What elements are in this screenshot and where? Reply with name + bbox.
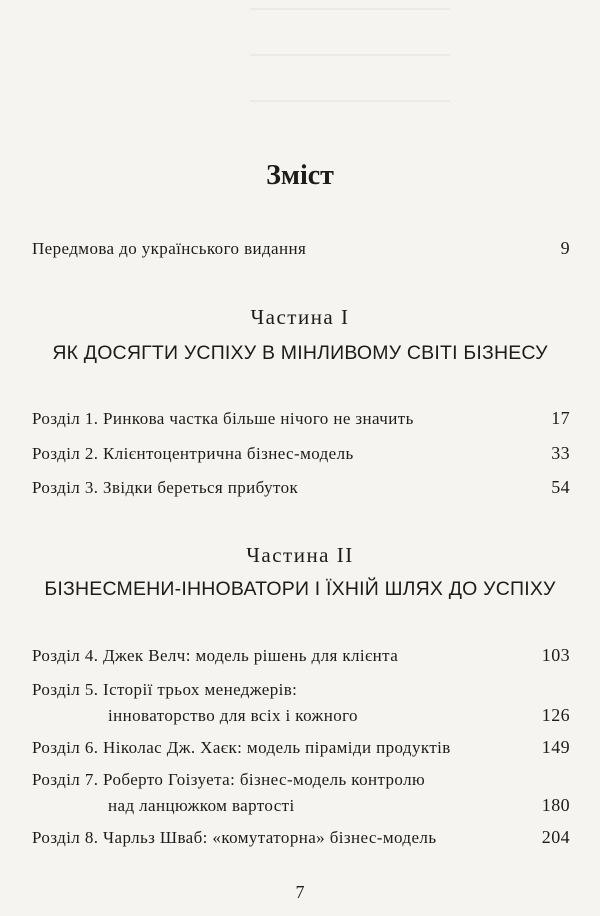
toc-entry-page: 204 bbox=[541, 827, 570, 847]
toc-entry-page: 9 bbox=[560, 238, 570, 258]
toc-entry-chapter-1[interactable] bbox=[32, 408, 570, 429]
toc-entry-page: 17 bbox=[551, 408, 570, 428]
part-1-label: Частина I bbox=[250, 305, 350, 329]
toc-entry-chapter-7[interactable] bbox=[32, 770, 570, 816]
toc-entry-chapter-4[interactable] bbox=[32, 645, 570, 666]
toc-entry-chapter-3[interactable] bbox=[32, 477, 570, 498]
toc-entry-label: Розділ 6. Ніколас Дж. Хаєк: модель піраміди продуктів bbox=[32, 738, 451, 757]
part-1-title: ЯК ДОСЯГТИ УСПІХУ В МІНЛИВОМУ СВІТІ БІЗНЕСУ bbox=[52, 342, 548, 364]
toc-entry-label: Передмова до українського видання bbox=[32, 239, 307, 258]
page-title: Зміст bbox=[266, 160, 334, 191]
toc-entry-label: Розділ 8. Чарльз Шваб: «комутаторна» бізнес-модель bbox=[32, 828, 437, 847]
toc-entry-label: Розділ 2. Клієнтоцентрична бізнес-модель bbox=[32, 444, 354, 463]
toc-entry-chapter-6[interactable] bbox=[32, 737, 570, 758]
toc-entry-preface[interactable] bbox=[32, 238, 570, 259]
toc-entry-chapter-8[interactable] bbox=[32, 827, 570, 848]
toc-entry-label: Розділ 4. Джек Велч: модель рішень для клієнта bbox=[32, 646, 399, 665]
toc-entry-label: Розділ 1. Ринкова частка більше нічого не значить bbox=[32, 409, 414, 428]
toc-entry-label: Розділ 5. Історії трьох менеджерів: bbox=[32, 680, 298, 699]
toc-entry-label-continued: над ланцюжком вартості bbox=[108, 796, 295, 815]
bleed-through-texture bbox=[250, 8, 450, 128]
toc-entry-label: Розділ 3. Звідки береться прибуток bbox=[32, 478, 299, 497]
toc-entry-page: 54 bbox=[551, 477, 570, 497]
toc-entry-page: 33 bbox=[551, 443, 570, 463]
toc-entry-page: 126 bbox=[541, 705, 570, 725]
toc-entry-page: 149 bbox=[541, 737, 570, 757]
part-2-title: БІЗНЕСМЕНИ-ІННОВАТОРИ І ЇХНІЙ ШЛЯХ ДО УСПІХУ bbox=[44, 578, 556, 600]
part-2-label: Частина II bbox=[246, 543, 354, 567]
page-number: 7 bbox=[295, 882, 305, 902]
toc-entry-page: 103 bbox=[541, 645, 570, 665]
toc-entry-chapter-5[interactable] bbox=[32, 680, 570, 726]
toc-entry-label-continued: інноваторство для всіх і кожного bbox=[108, 706, 358, 725]
toc-entry-page: 180 bbox=[541, 795, 570, 815]
toc-entry-label: Розділ 7. Роберто Гоізуета: бізнес-модель контролю bbox=[32, 770, 426, 789]
toc-entry-chapter-2[interactable] bbox=[32, 443, 570, 464]
